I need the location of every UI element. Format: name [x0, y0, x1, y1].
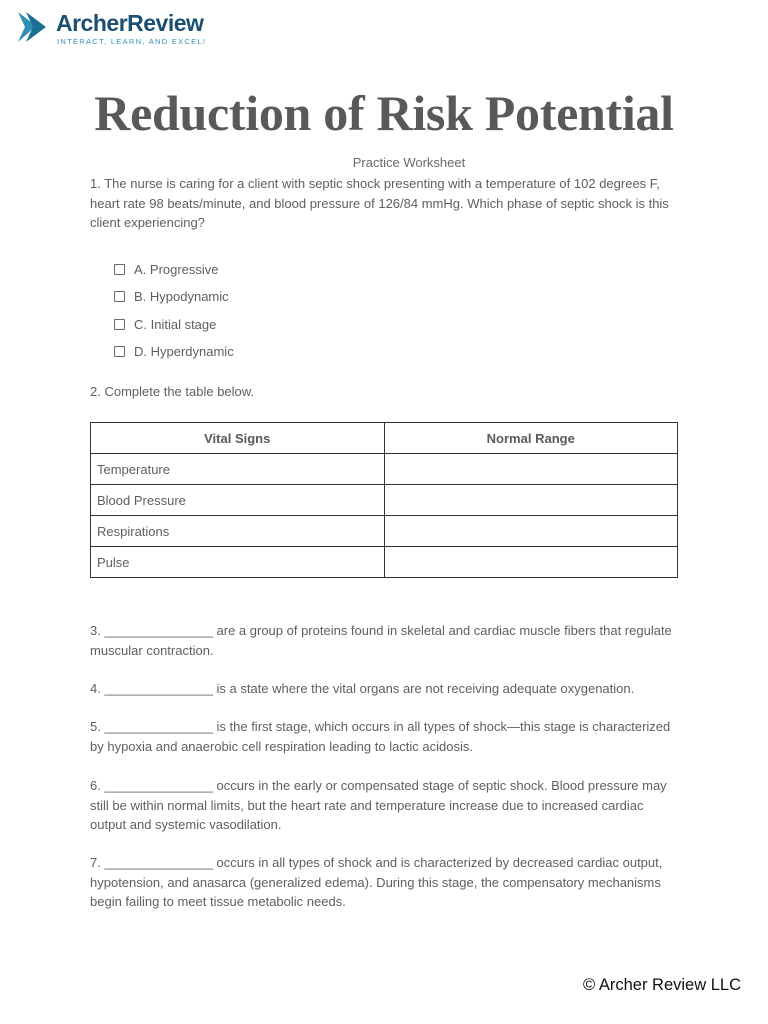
option-label: A. Progressive	[134, 262, 219, 278]
question-5: 5. _______________ is the first stage, which occurs in all types of shock—this stage is characterized by hypoxia and anaerobic cell respiration leading to lactic acidosis.	[90, 719, 671, 754]
table-row	[91, 454, 678, 485]
vital-sign-cell: Pulse	[91, 547, 385, 578]
option-label: C. Initial stage	[134, 316, 217, 332]
option-d[interactable]	[114, 338, 234, 365]
checkbox[interactable]	[114, 264, 125, 275]
checkbox[interactable]	[114, 319, 125, 330]
vital-signs-table	[90, 422, 678, 578]
copyright-footer: © Archer Review LLC	[583, 976, 741, 994]
option-label: D. Hyperdynamic	[134, 344, 234, 360]
question-3: 3. _______________ are a group of proteins found in skeletal and cardiac muscle fibers that regulate muscular contraction.	[90, 623, 672, 658]
question-2: 2. Complete the table below.	[90, 384, 255, 399]
table-row	[91, 485, 678, 516]
normal-range-cell[interactable]	[384, 454, 678, 485]
vital-sign-cell: Temperature	[91, 454, 385, 485]
header-normal-range: Normal Range	[384, 423, 678, 454]
header-vital-signs: Vital Signs	[91, 423, 385, 454]
vital-sign-cell: Respirations	[91, 516, 385, 547]
question-7: 7. _______________ occurs in all types of shock and is characterized by decreased cardiac output, hypotension, and anasarca (generalized edema). During this stage, the compensatory mechanisms begin failing to meet tissue metabolic needs.	[90, 855, 663, 909]
option-a[interactable]	[114, 256, 234, 283]
option-b[interactable]	[114, 283, 234, 310]
vital-sign-cell: Blood Pressure	[91, 485, 385, 516]
question-1: 1. The nurse is caring for a client with septic shock presenting with a temperature of 102 degrees F, heart rate 98 beats/minute, and blood pressure of 126/84 mmHg. Which phase of septic shock is this client experiencing?	[90, 176, 669, 230]
table-row	[91, 516, 678, 547]
table-row	[91, 547, 678, 578]
question-4: 4. _______________ is a state where the vital organs are not receiving adequate oxygenation.	[90, 681, 635, 696]
normal-range-cell[interactable]	[384, 485, 678, 516]
question-6: 6. _______________ occurs in the early or compensated stage of septic shock. Blood pressure may still be within normal limits, but the heart rate and temperature increase due to increased cardiac output and systemic vasodilation.	[90, 778, 667, 832]
checkbox[interactable]	[114, 291, 125, 302]
table-header-row	[91, 423, 678, 454]
checkbox[interactable]	[114, 346, 125, 357]
normal-range-cell[interactable]	[384, 516, 678, 547]
archer-arrow-icon	[16, 10, 50, 44]
brand-tagline: INTERACT, LEARN, AND EXCEL!	[57, 37, 207, 46]
option-label: B. Hypodynamic	[134, 289, 229, 305]
page-title: Reduction of Risk Potential	[94, 85, 674, 141]
question-1-options	[114, 256, 234, 365]
option-c[interactable]	[114, 311, 234, 338]
normal-range-cell[interactable]	[384, 547, 678, 578]
brand-name: ArcherReview	[56, 10, 204, 36]
archer-review-logo	[16, 10, 216, 46]
page-subtitle: Practice Worksheet	[352, 155, 466, 170]
